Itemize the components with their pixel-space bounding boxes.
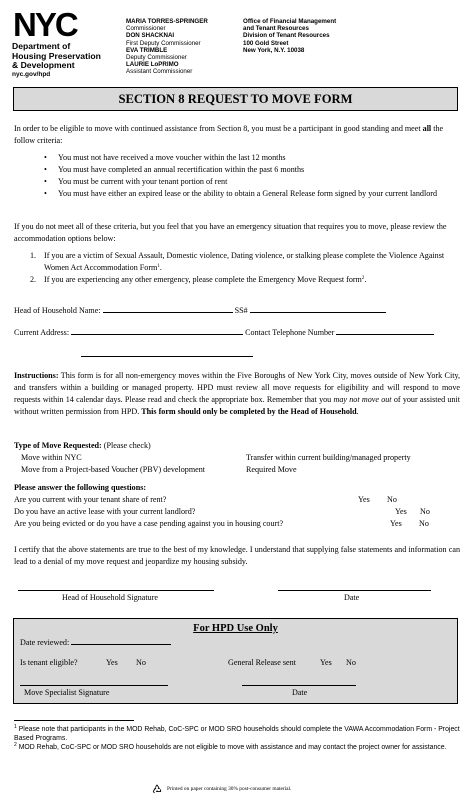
criteria-item: • You must not have received a move voucher within the last 12 months <box>14 152 460 164</box>
footnote-ref: 2 <box>361 276 365 281</box>
option-item <box>14 274 460 286</box>
criteria-item: • You must have either an expired lease or the ability to obtain a General Release form signed by your current landlord <box>14 188 460 200</box>
instructions-text: of your assisted unit without written permission from HPD. <box>14 395 460 416</box>
instructions-text: This form is for all non-emergency moves within the Five Boroughs of New York City, moves outside of New York City, and transfers within a building or managed property. HPD must review all move requests for eligibility and will respond to move requests within 14 calendar days. Please read and check the appropriate box. Remember that you <box>14 371 460 404</box>
move-option-transfer[interactable]: Transfer within current building/managed property <box>246 453 411 462</box>
hpd-use-only-box <box>13 618 458 704</box>
eligible-yes[interactable]: Yes <box>106 658 118 667</box>
instructions-italic: may not move out <box>333 395 392 404</box>
answer-yes[interactable]: Yes <box>390 519 402 528</box>
official-name: EVA TRIMBLE <box>126 46 168 54</box>
emergency-intro: If you do not meet all of these criteria, but you feel that you have an emergency situation that requires you to move, please review the accommodation options below: <box>14 222 447 243</box>
answer-no[interactable]: No <box>419 519 429 528</box>
official-name: DON SHACKNAI <box>126 32 175 40</box>
office-line: Division of Tenant Resources <box>243 32 330 40</box>
criteria-list <box>14 152 460 200</box>
nyc-logo <box>13 8 93 40</box>
criteria-item: • You must have completed an annual recertification within the past 6 months <box>14 164 460 176</box>
footnote-number: 1 <box>14 724 17 730</box>
office-line: and Tenant Resources <box>243 25 309 33</box>
head-of-household-row <box>14 303 460 317</box>
release-yes[interactable]: Yes <box>320 658 332 667</box>
address-label: Current Address: <box>14 328 70 337</box>
dept-line: Department of <box>12 41 71 51</box>
instructions-bold: This form should only be completed by the Head of Household <box>141 407 357 416</box>
footnote-number: 2 <box>14 742 17 748</box>
head-name-field[interactable] <box>103 303 233 313</box>
footnote-text: Please note that participants in the MOD Rehab, CoC-SPC or MOD SRO households should complete the VAWA Accommodation Form - Project Based Programs. <box>14 726 460 742</box>
official-title: Deputy Commissioner <box>126 54 187 62</box>
date-signature-line[interactable] <box>278 590 431 591</box>
website-url: nyc.gov/hpd <box>12 71 51 78</box>
tenant-eligible-label: Is tenant eligible? <box>20 658 78 667</box>
answer-yes[interactable]: Yes <box>395 507 407 516</box>
official-title: First Deputy Commissioner <box>126 39 201 47</box>
option-item <box>14 250 460 274</box>
certification-statement: I certify that the above statements are true to the best of my knowledge. I understand that supplying false statements and information can lead to a denial of my move request and jeopardize my housing subsidy. <box>14 545 460 566</box>
move-type-hint: (Please check) <box>101 441 151 450</box>
hpd-box-title: For HPD Use Only <box>193 623 278 634</box>
general-release-label: General Release sent <box>228 658 296 667</box>
question-text: Are you current with your tenant share of rent? <box>14 495 167 504</box>
move-option-required[interactable]: Required Move <box>246 465 297 474</box>
department-name <box>12 42 101 71</box>
option-end: . <box>159 263 162 272</box>
hpd-date-label: Date <box>292 688 308 697</box>
question-text: Are you being evicted or do you have a case pending against you in housing court? <box>14 519 284 528</box>
intro-text: In order to be eligible to move with continued assistance from Section 8, you must be a participant in good standing and meet <box>14 124 423 133</box>
move-option-within-nyc[interactable]: Move within NYC <box>21 453 82 462</box>
release-no[interactable]: No <box>346 658 356 667</box>
dept-line: Housing Preservation <box>12 50 101 61</box>
official-title: Commissioner <box>126 25 166 33</box>
ssn-label: SS# <box>234 306 248 315</box>
head-signature-line[interactable] <box>18 590 214 591</box>
move-type-heading <box>14 440 151 452</box>
phone-field[interactable] <box>336 325 434 335</box>
officials-list <box>126 18 208 76</box>
form-title: SECTION 8 REQUEST TO MOVE FORM <box>13 87 458 111</box>
office-line: Office of Financial Management <box>243 18 337 25</box>
official-title: Assistant Commissioner <box>126 68 193 76</box>
recycle-icon <box>152 784 162 794</box>
date-label: Date <box>344 593 360 602</box>
printed-notice: Printed on paper containing 30% post-consumer material. <box>167 786 292 792</box>
address-line-2[interactable] <box>81 356 253 357</box>
answer-no[interactable]: No <box>420 507 430 516</box>
instructions-end: . <box>356 407 359 416</box>
address-field[interactable] <box>71 325 243 335</box>
head-signature-label: Head of Household Signature <box>62 593 158 602</box>
option-text: If you are a victim of Sexual Assault, Domestic violence, Dating violence, or stalking please complete the Violence Against Women Act Accommodation Form <box>44 251 445 272</box>
nyc-logo-text: NYC <box>13 8 77 40</box>
eligible-no[interactable]: No <box>136 658 146 667</box>
date-reviewed-field[interactable] <box>71 635 171 645</box>
answer-yes[interactable]: Yes <box>358 495 370 504</box>
move-option-pbv[interactable]: Move from a Project-based Voucher (PBV) development <box>21 465 206 474</box>
option-number: 1. <box>30 251 37 260</box>
office-line: New York, N.Y. 10038 <box>243 46 305 54</box>
dept-line: & Development <box>12 60 75 70</box>
footnote-2 <box>14 744 460 753</box>
option-number: 2. <box>30 275 37 284</box>
accommodation-options <box>14 250 460 286</box>
instructions-label: Instructions: <box>14 371 59 380</box>
intro-text-end: the follow criteria: <box>14 124 444 145</box>
footnote-text: MOD Rehab, CoC-SPC or MOD SRO households are not eligible to move with assistance and may contact the project owner for assistance. <box>16 744 447 751</box>
date-reviewed-row <box>20 635 171 649</box>
criteria-item: • You must be current with your tenant portion of rent <box>14 176 460 188</box>
instructions-paragraph <box>14 370 460 418</box>
official-name: LAURIE LoPRIMO <box>126 61 179 69</box>
office-address <box>243 18 336 54</box>
question-text: Do you have an active lease with your current landlord? <box>14 507 196 516</box>
intro-bold: all <box>422 124 432 133</box>
office-line: 100 Gold Street <box>243 39 289 47</box>
hpd-date-line[interactable] <box>242 685 356 686</box>
specialist-signature-line[interactable] <box>20 685 168 686</box>
date-reviewed-label: Date reviewed: <box>20 638 70 647</box>
option-text: If you are experiencing any other emergency, please complete the Emergency Move Request form <box>44 275 362 284</box>
answer-no[interactable]: No <box>387 495 397 504</box>
footnote-divider <box>14 720 134 721</box>
address-row <box>14 325 464 339</box>
intro-paragraph <box>14 123 460 147</box>
specialist-signature-label: Move Specialist Signature <box>24 688 110 697</box>
phone-label: Contact Telephone Number <box>245 328 335 337</box>
footnote-1 <box>14 726 460 743</box>
ssn-field[interactable] <box>250 303 386 313</box>
footnote-ref: 1 <box>157 264 160 269</box>
questions-heading: Please answer the following questions: <box>14 483 147 492</box>
option-end: . <box>364 275 367 284</box>
move-type-label: Type of Move Requested: <box>14 441 102 450</box>
official-name: MARIA TORRES-SPRINGER <box>126 18 208 25</box>
head-name-label: Head of Household Name: <box>14 306 101 315</box>
